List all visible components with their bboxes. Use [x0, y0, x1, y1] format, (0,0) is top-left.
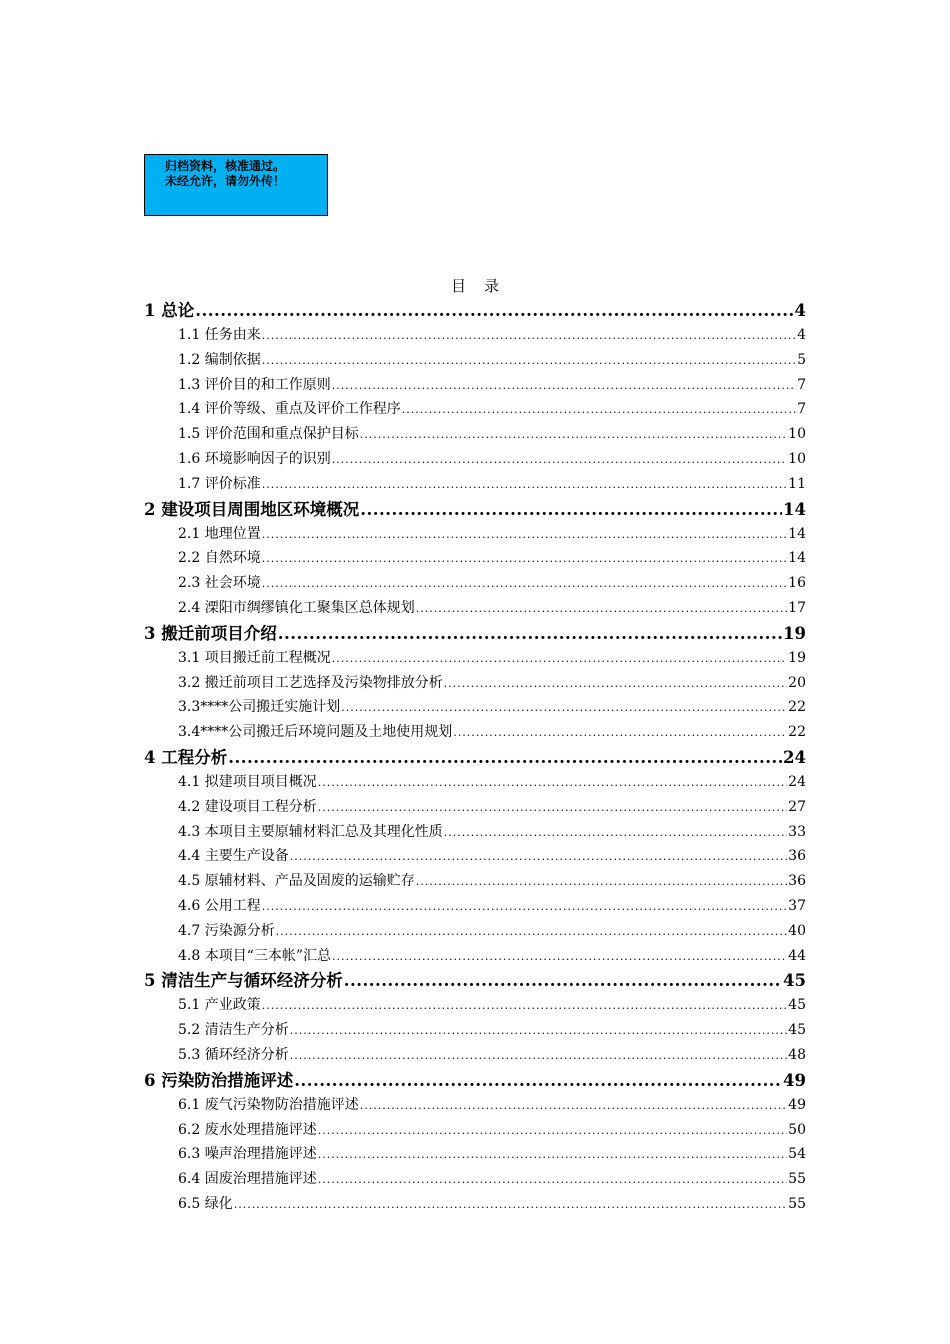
- toc-entry-label: 5.1 产业政策: [178, 997, 261, 1014]
- toc-entry-page-number: 22: [788, 699, 806, 716]
- toc-dot-leader: [416, 597, 787, 622]
- toc-entry-label: 2.4 溧阳市绸缪镇化工聚集区总体规划: [178, 599, 415, 616]
- toc-section-entry[interactable]: [144, 546, 806, 571]
- toc-section-entry[interactable]: [144, 695, 806, 720]
- toc-entry-label: 4.2 建设项目工程分析: [178, 798, 317, 815]
- toc-dot-leader: [318, 1143, 787, 1168]
- toc-entry-page-number: 14: [788, 525, 806, 542]
- toc-entry-page-number: 37: [788, 897, 806, 914]
- toc-dot-leader: [262, 324, 796, 349]
- toc-dot-leader: [262, 895, 787, 920]
- toc-section-entry[interactable]: [144, 1118, 806, 1143]
- toc-dot-leader: [262, 349, 796, 374]
- toc-entry-label: 3.3****公司搬迁实施计划: [178, 699, 341, 716]
- toc-entry-page-number: 36: [788, 873, 806, 890]
- toc-entry-page-number: 17: [788, 599, 806, 616]
- toc-entry-label: 5.3 循环经济分析: [178, 1046, 289, 1063]
- toc-entry-label: 3.2 搬迁前项目工艺选择及污染物排放分析: [178, 674, 443, 691]
- toc-dot-leader: [290, 1019, 787, 1044]
- toc-entry-label: 6.5 绿化: [178, 1195, 233, 1212]
- toc-dot-leader: [360, 1094, 787, 1119]
- toc-section-entry[interactable]: [144, 1018, 806, 1043]
- toc-entry-label: 1.7 评价标准: [178, 475, 261, 492]
- toc-entry-page-number: 19: [788, 649, 806, 666]
- toc-section-entry[interactable]: [144, 373, 806, 398]
- toc-entry-page-number: 50: [788, 1121, 806, 1138]
- toc-entry-label: 6.1 废气污染物防治措施评述: [178, 1096, 359, 1113]
- toc-dot-leader: [318, 771, 787, 796]
- toc-dot-leader: [318, 1168, 787, 1193]
- stamp-line-1: 归档资料，核准通过。: [165, 159, 286, 173]
- toc-chapter-entry[interactable]: [144, 1068, 806, 1093]
- toc-dot-leader: [402, 398, 796, 423]
- toc-dot-leader: [344, 968, 782, 993]
- toc-entry-label: 3.4****公司搬迁后环境问题及土地使用规划: [178, 724, 453, 741]
- toc-entry-label: 2.1 地理位置: [178, 525, 261, 542]
- archive-stamp: [144, 154, 328, 216]
- toc-chapter-entry[interactable]: [144, 621, 806, 646]
- toc-entry-page-number: 55: [788, 1171, 806, 1188]
- toc-section-entry[interactable]: [144, 919, 806, 944]
- toc-entry-label: 1.1 任务由来: [178, 327, 261, 343]
- toc-entry-page-number: 45: [788, 1022, 806, 1039]
- toc-entry-label: 1.6 环境影响因子的识别: [178, 450, 331, 467]
- toc-entry-label: 4.5 原辅材料、产品及固废的运输贮存: [178, 873, 415, 890]
- toc-entry-page-number: 14: [788, 550, 806, 567]
- toc-entry-page-number: 54: [788, 1146, 806, 1163]
- toc-dot-leader: [318, 1119, 787, 1144]
- toc-entry-label: 6.4 固废治理措施评述: [178, 1171, 317, 1188]
- toc-section-entry[interactable]: [144, 571, 806, 596]
- toc-dot-leader: [332, 374, 796, 399]
- toc-section-entry[interactable]: [144, 820, 806, 845]
- toc-entry-label: 1.5 评价范围和重点保护目标: [178, 426, 359, 443]
- toc-entry-label: 4.4 主要生产设备: [178, 848, 289, 865]
- toc-chapter-entry[interactable]: [144, 497, 806, 522]
- toc-entry-page-number: 48: [788, 1046, 806, 1063]
- toc-dot-leader: [278, 621, 782, 646]
- toc-entry-page-number: 7: [797, 401, 806, 418]
- toc-section-entry[interactable]: [144, 770, 806, 795]
- toc-dot-leader: [332, 945, 787, 970]
- toc-entry-page-number: 45: [788, 997, 806, 1014]
- toc-section-entry[interactable]: [144, 522, 806, 547]
- toc-entry-label: 6 污染防治措施评述: [144, 1070, 294, 1090]
- toc-section-entry[interactable]: [144, 422, 806, 447]
- toc-entry-label: 3 搬迁前项目介绍: [144, 623, 277, 643]
- toc-entry-page-number: 10: [788, 450, 806, 467]
- toc-entry-label: 6.2 废水处理措施评述: [178, 1121, 317, 1138]
- toc-entry-page-number: 16: [788, 575, 806, 592]
- toc-entry-page-number: 14: [783, 499, 806, 519]
- toc-entry-label: 1.3 评价目的和工作原则: [178, 376, 331, 393]
- toc-entry-label: 4.8 本项目“三本帐”汇总: [178, 947, 332, 964]
- toc-section-entry[interactable]: [144, 720, 806, 745]
- toc-entry-label: 2.2 自然环境: [178, 550, 261, 567]
- toc-section-entry[interactable]: [144, 646, 806, 671]
- toc-entry-label: 2 建设项目周围地区环境概况: [144, 499, 360, 519]
- toc-dot-leader: [262, 523, 787, 548]
- toc-dot-leader: [195, 298, 793, 323]
- toc-entry-page-number: 24: [788, 773, 806, 790]
- stamp-line-2: 未经允许，请勿外传！: [165, 174, 286, 188]
- toc-dot-leader: [318, 796, 787, 821]
- toc-entry-label: 4 工程分析: [144, 747, 228, 767]
- toc-dot-leader: [276, 920, 787, 945]
- toc-section-entry[interactable]: [144, 894, 806, 919]
- toc-entry-page-number: 11: [788, 475, 806, 492]
- toc-section-entry[interactable]: [144, 1043, 806, 1068]
- toc-entry-page-number: 5: [797, 351, 806, 368]
- toc-dot-leader: [262, 572, 787, 597]
- toc-entry-label: 4.7 污染源分析: [178, 922, 275, 939]
- toc-entry-label: 1.4 评价等级、重点及评价工作程序: [178, 401, 401, 418]
- toc-dot-leader: [444, 672, 787, 697]
- toc-entry-label: 5.2 清洁生产分析: [178, 1022, 289, 1039]
- toc-dot-leader: [444, 821, 787, 846]
- toc-chapter-entry[interactable]: [144, 968, 806, 993]
- toc-dot-leader: [294, 1068, 782, 1093]
- toc-dot-leader: [332, 448, 787, 473]
- toc-dot-leader: [262, 547, 787, 572]
- toc-section-entry[interactable]: [144, 397, 806, 422]
- table-of-contents: [144, 298, 806, 1217]
- toc-chapter-entry[interactable]: [144, 745, 806, 770]
- toc-dot-leader: [262, 473, 787, 498]
- toc-entry-page-number: 7: [797, 376, 806, 393]
- toc-section-entry[interactable]: [144, 1192, 806, 1217]
- toc-entry-label: 5 清洁生产与循环经济分析: [144, 971, 343, 991]
- toc-entry-label: 4.3 本项目主要原辅材料汇总及其理化性质: [178, 823, 443, 840]
- toc-dot-leader: [290, 845, 787, 870]
- toc-entry-label: 3.1 项目搬迁前工程概况: [178, 649, 331, 666]
- toc-entry-page-number: 10: [788, 426, 806, 443]
- toc-title: 目录: [450, 277, 517, 295]
- toc-dot-leader: [234, 1193, 787, 1218]
- toc-dot-leader: [453, 721, 787, 746]
- toc-entry-page-number: 27: [788, 798, 806, 815]
- toc-section-entry[interactable]: [144, 1093, 806, 1118]
- toc-section-entry[interactable]: [144, 869, 806, 894]
- toc-section-entry[interactable]: [144, 472, 806, 497]
- toc-chapter-entry[interactable]: [144, 298, 806, 323]
- toc-section-entry[interactable]: [144, 348, 806, 373]
- toc-section-entry[interactable]: [144, 596, 806, 621]
- toc-entry-label: 1.2 编制依据: [178, 351, 261, 368]
- toc-entry-page-number: 4: [794, 301, 806, 320]
- toc-section-entry[interactable]: [144, 1142, 806, 1167]
- toc-dot-leader: [290, 1044, 787, 1069]
- toc-section-entry[interactable]: [144, 323, 806, 348]
- toc-dot-leader: [228, 745, 782, 770]
- toc-section-entry[interactable]: [144, 993, 806, 1018]
- toc-entry-label: 4.6 公用工程: [178, 897, 261, 914]
- toc-entry-page-number: 49: [788, 1096, 806, 1113]
- toc-entry-page-number: 19: [783, 623, 806, 643]
- toc-dot-leader: [332, 647, 787, 672]
- toc-entry-page-number: 36: [788, 848, 806, 865]
- toc-entry-page-number: 44: [788, 947, 806, 964]
- toc-entry-label: 4.1 拟建项目项目概况: [178, 773, 317, 790]
- toc-section-entry[interactable]: [144, 795, 806, 820]
- toc-entry-page-number: 40: [788, 922, 806, 939]
- toc-entry-page-number: 45: [783, 971, 806, 991]
- toc-entry-label: 2.3 社会环境: [178, 575, 261, 592]
- toc-section-entry[interactable]: [144, 447, 806, 472]
- toc-entry-label: 6.3 噪声治理措施评述: [178, 1146, 317, 1163]
- toc-entry-page-number: 33: [788, 823, 806, 840]
- toc-dot-leader: [360, 423, 787, 448]
- toc-section-entry[interactable]: [144, 671, 806, 696]
- toc-dot-leader: [262, 994, 787, 1019]
- toc-entry-page-number: 4: [797, 327, 806, 343]
- toc-entry-page-number: 55: [788, 1195, 806, 1212]
- toc-dot-leader: [416, 870, 787, 895]
- toc-section-entry[interactable]: [144, 844, 806, 869]
- toc-entry-page-number: 22: [788, 724, 806, 741]
- toc-dot-leader: [360, 497, 782, 522]
- toc-entry-page-number: 49: [783, 1070, 806, 1090]
- toc-entry-label: 1 总论: [144, 301, 195, 320]
- toc-section-entry[interactable]: [144, 944, 806, 969]
- toc-entry-page-number: 24: [783, 747, 806, 767]
- toc-dot-leader: [341, 696, 787, 721]
- toc-entry-page-number: 20: [788, 674, 806, 691]
- toc-section-entry[interactable]: [144, 1167, 806, 1192]
